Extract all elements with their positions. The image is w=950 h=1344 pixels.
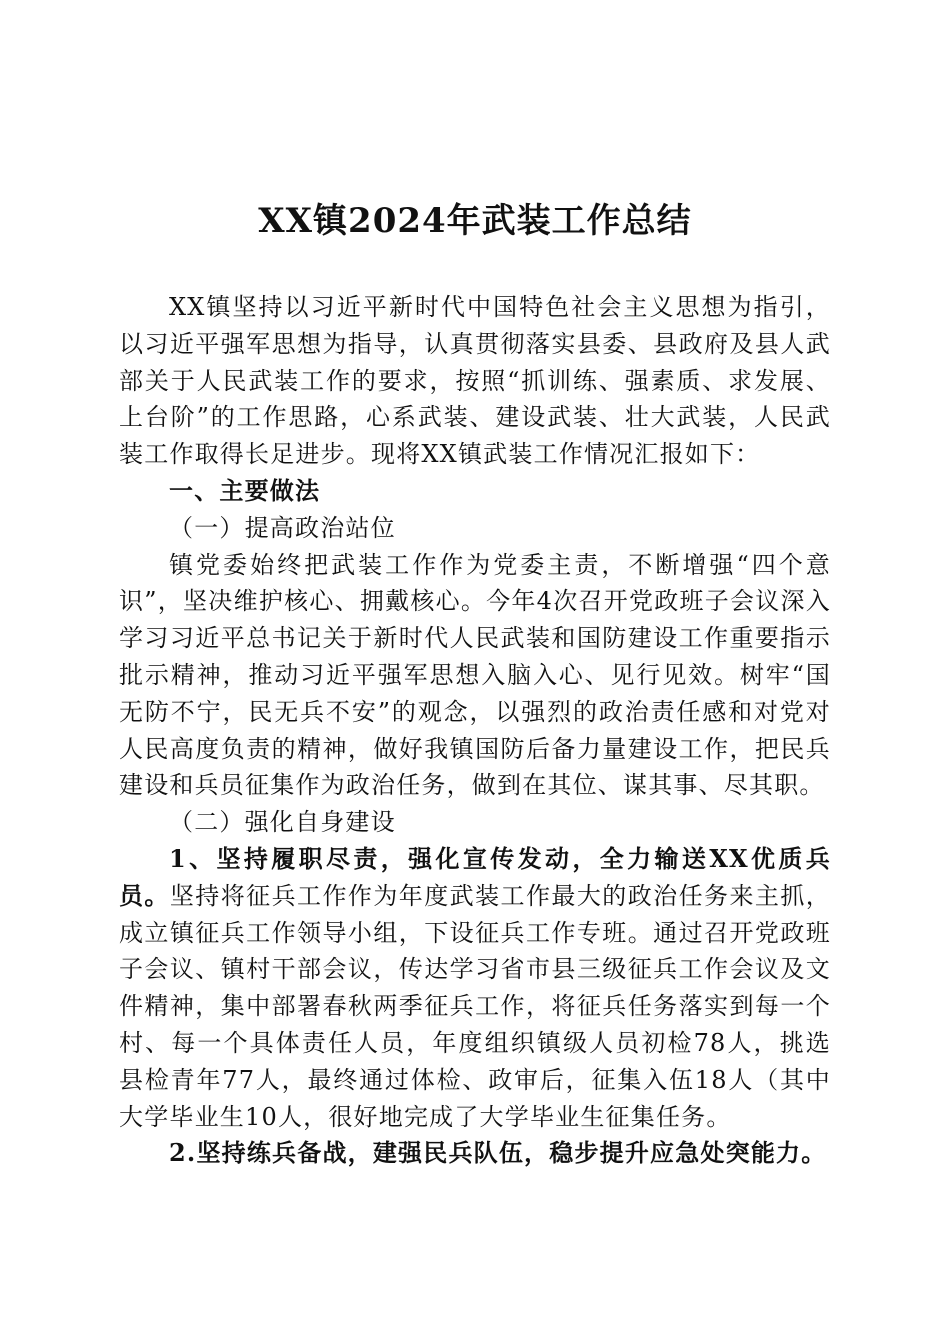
document-title: XX镇2024年武装工作总结: [258, 201, 692, 241]
intro-paragraph: XX镇坚持以习近平新时代中国特色社会主义思想为指引，以习近平强军思想为指导，认真贯彻落实县委、县政府及县人武部关于人民武装工作的要求，按照“抓训练、强素质、求发展、上台阶”的工作思路，心系武装、建设武装、壮大武装，人民武装工作取得长足进步。现将XX镇武装工作情况汇报如下：: [119, 293, 831, 469]
political-stance-paragraph: 镇党委始终把武装工作作为党委主责，不断增强“四个意识”，坚决维护核心、拥戴核心。今年4次召开党政班子会议深入学习习近平总书记关于新时代人民武装和国防建设工作重要指示批示精神，推动习近平强军思想入脑入心、见行见效。树牢“国无防不宁，民无兵不安”的观念，以强烈的政治责任感和对党对人民高度负责的精神，做好我镇国防后备力量建设工作，把民兵建设和兵员征集作为政治任务，做到在其位、谋其事、尽其职。: [119, 550, 831, 800]
section-heading-main-practices: 一、主要做法: [169, 475, 321, 505]
subsection-heading-political-stance: （一）提高政治站位: [169, 513, 396, 542]
item1-lead: 1、坚持履职尽责，强化宣传发动，全力输送XX优质兵员。: [119, 843, 831, 910]
item1-paragraph: [119, 841, 831, 1135]
subsection-heading-self-building: （二）强化自身建设: [169, 808, 396, 837]
item2-lead: 2.坚持练兵备战，建强民兵队伍，稳步提升应急处突能力。: [169, 1138, 827, 1168]
item1-text: 坚持将征兵工作作为年度武装工作最大的政治任务来主抓，成立镇征兵工作领导小组，下设征兵工作专班。通过召开党政班子会议、镇村干部会议，传达学习省市县三级征兵工作会议及文件精神，集中部署春秋两季征兵工作，将征兵任务落实到每一个村、每一个具体责任人员，年度组织镇级人员初检78人，挑选县检青年77人，最终通过体检、政审后，征集入伍18人（其中大学毕业生10人，很好地完成了大学毕业生征集任务。: [119, 881, 831, 1131]
document-body: [119, 289, 831, 1172]
